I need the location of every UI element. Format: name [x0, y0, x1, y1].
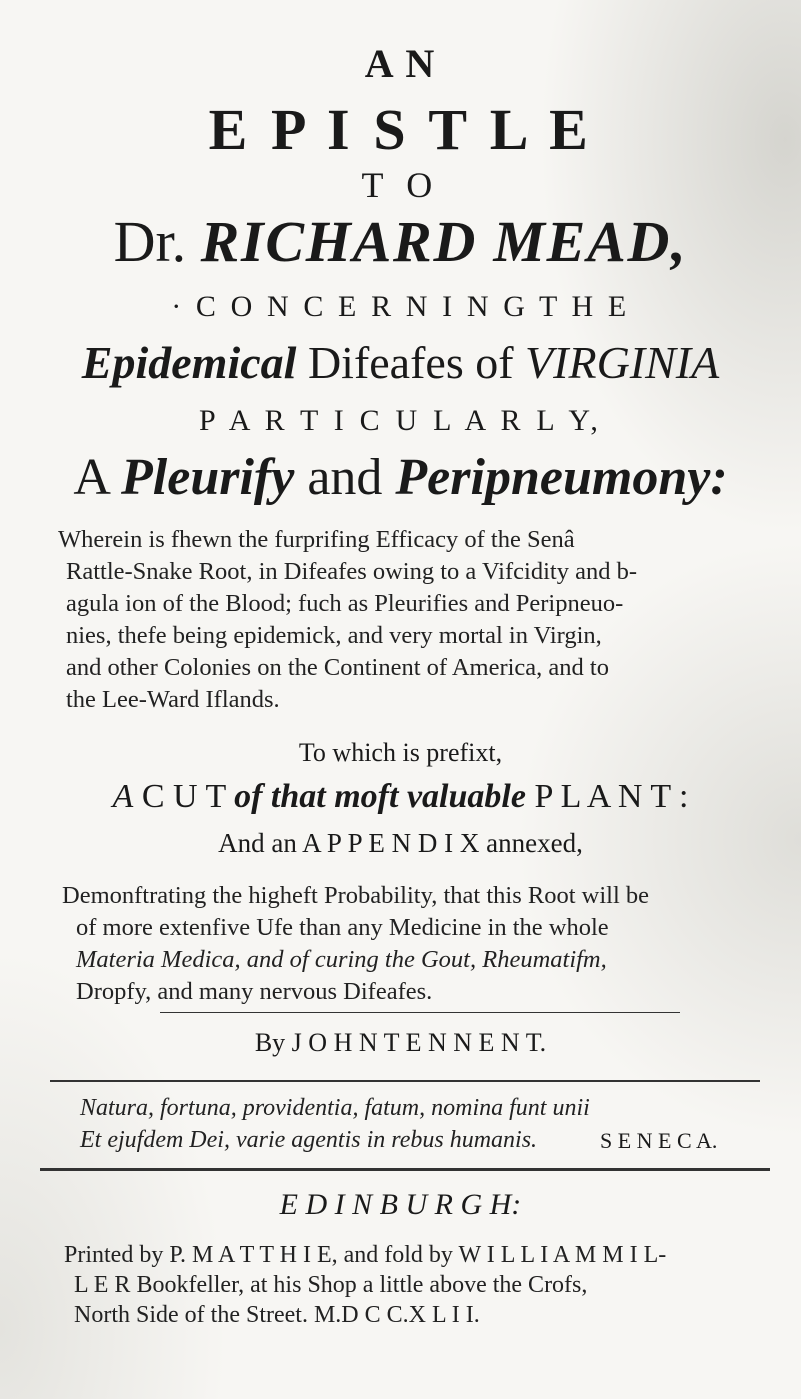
appendix: And an A P P E N D I X annexed,: [218, 828, 583, 858]
cut-word: C U T: [141, 778, 226, 815]
title-epistle: E P I S T L E: [208, 97, 593, 162]
subject-roman: Difeafes of: [307, 337, 514, 388]
wherein-paragraph: [58, 524, 758, 716]
place: E D I N B U R G H:: [279, 1188, 522, 1221]
addressee: [0, 208, 801, 275]
wherein-line: Wherein is fhewn the furprifing Efficacy of the Senâ: [58, 526, 575, 553]
cut-rest: of that moft valuable: [234, 778, 526, 815]
subject-line: [0, 336, 801, 389]
particularly: P A R T I C U L A R L Y,: [198, 404, 603, 437]
epigraph-line: Et ejufdem Dei, varie agentis in rebus humanis.: [80, 1127, 538, 1153]
wherein-line: Rattle-Snake Root, in Difeafes owing to a Vifcidity and b-: [66, 558, 637, 585]
wherein-line: the Lee-Ward Iflands.: [66, 686, 280, 713]
rule-above-author: [160, 1012, 680, 1013]
imprint: [64, 1240, 764, 1330]
author: By J O H N T E N N E N T.: [254, 1028, 547, 1057]
rule-below-author: [50, 1080, 760, 1082]
demonstrating-line: Dropfy, and many nervous Difeafes.: [76, 978, 433, 1005]
demonstrating-line: Materia Medica, and of curing the Gout, Rheumatifm,: [76, 946, 607, 973]
concerning: · C O N C E R N I N G T H E: [171, 290, 630, 323]
demonstrating-line: of more extenfive Ufe than any Medicine in the whole: [76, 914, 609, 941]
title-to: T O: [361, 165, 440, 205]
wherein-line: agula ion of the Blood; fuch as Pleurifies and Peripneuo-: [66, 590, 624, 617]
imprint-line: Printed by P. M A T T H I E, and fold by W I L L I A M M I L-: [64, 1242, 667, 1268]
subject-place: VIRGINIA: [525, 337, 720, 388]
cut-a: A: [112, 778, 134, 815]
epigraph-line: Natura, fortuna, providentia, fatum, nomina funt unii: [80, 1095, 590, 1121]
subject-italic: Epidemical: [81, 337, 297, 388]
disease-pleurisy: Pleurify: [121, 449, 295, 506]
wherein-line: and other Colonies on the Continent of America, and to: [66, 654, 609, 681]
title-an: A N: [364, 41, 437, 86]
cut-line: [0, 778, 801, 816]
disease-peripneumony: Peripneumony:: [395, 449, 728, 506]
disease-and: and: [307, 449, 383, 506]
demonstrating-paragraph: [62, 880, 762, 1008]
demonstrating-line: Demonftrating the higheft Probability, that this Root will be: [62, 882, 650, 909]
wherein-line: nies, thefe being epidemick, and very mortal in Virgin,: [66, 622, 602, 649]
imprint-line: L E R Bookfeller, at his Shop a little above the Crofs,: [74, 1272, 588, 1298]
addressee-prefix: Dr.: [113, 209, 187, 274]
rule-above-place: [40, 1168, 770, 1171]
epigraph-source: S E N E C A.: [600, 1128, 718, 1153]
imprint-line: North Side of the Street. M.D C C.X L I I.: [74, 1302, 480, 1328]
disease-a: A: [73, 449, 109, 506]
prefixt: To which is prefixt,: [298, 738, 503, 767]
disease-line: [0, 448, 801, 507]
addressee-name: RICHARD MEAD,: [200, 209, 688, 274]
cut-plant: P L A N T :: [534, 778, 689, 815]
